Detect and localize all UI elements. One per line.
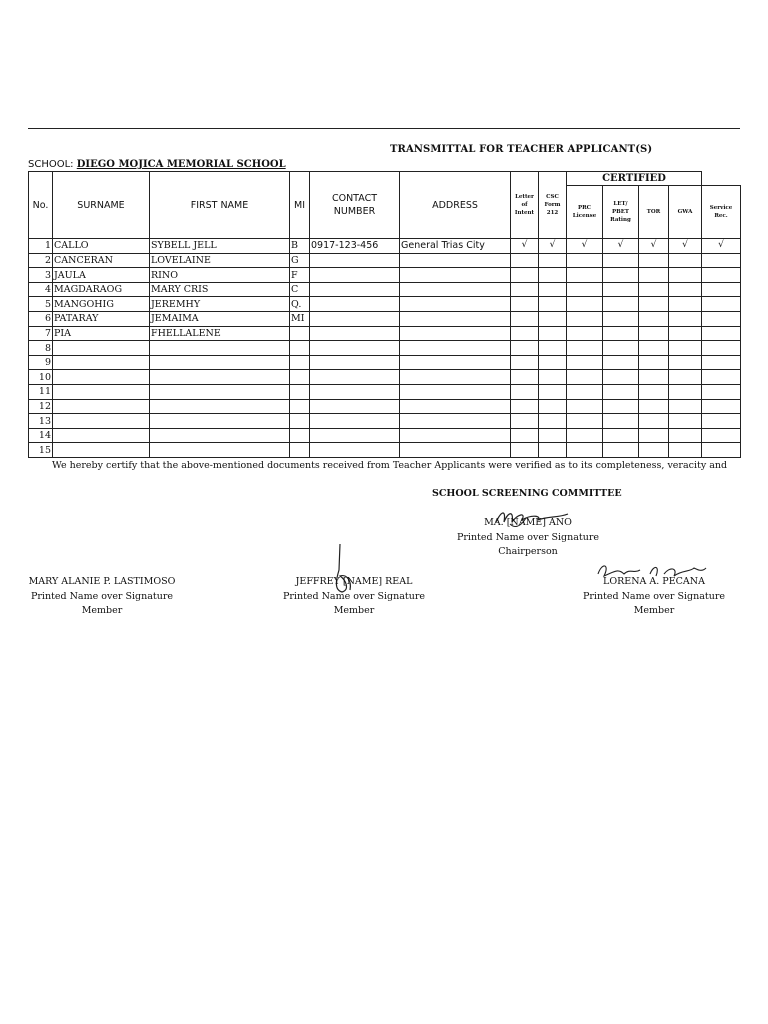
member-3-role: Member [633,605,675,616]
address-cell [400,355,511,370]
surname-cell: JAULA [53,268,150,283]
table-row [29,312,741,327]
check-cell [669,355,702,370]
mi-cell: B [290,239,310,254]
check-cell [702,297,741,312]
check-cell [511,268,539,283]
check-cell [539,443,567,458]
first-name-cell: RINO [150,268,290,283]
check-cell [539,312,567,327]
check-cell [702,355,741,370]
check-cell [669,414,702,429]
member-1-block [14,575,190,619]
check-cell [702,428,741,443]
address-cell [400,385,511,400]
check-cell [702,443,741,458]
check-cell: √ [567,239,603,254]
surname-cell [53,428,150,443]
check-cell [639,268,669,283]
first-name-cell [150,355,290,370]
row-number: 12 [29,399,53,414]
first-name-cell [150,443,290,458]
contact-cell [310,399,400,414]
check-cell: √ [669,239,702,254]
check-cell: √ [603,239,639,254]
check-cell [567,370,603,385]
address-cell [400,268,511,283]
check-cell [603,355,639,370]
first-name-cell: SYBELL JELL [150,239,290,254]
first-name-cell [150,399,290,414]
first-name-cell [150,370,290,385]
header-gwa: GWA [669,186,702,239]
surname-cell: PATARAY [53,312,150,327]
check-cell [669,312,702,327]
mi-cell [290,385,310,400]
check-cell [567,253,603,268]
check-cell [511,370,539,385]
mi-cell: MI [290,312,310,327]
committee-heading: SCHOOL SCREENING COMMITTEE [432,488,622,499]
header-contact: CONTACT NUMBER [310,172,400,239]
check-cell [539,341,567,356]
row-number: 7 [29,326,53,341]
check-cell [567,326,603,341]
address-cell [400,370,511,385]
table-body [29,239,741,458]
check-cell [702,312,741,327]
check-cell [603,312,639,327]
check-cell [603,268,639,283]
check-cell [567,399,603,414]
surname-cell: CALLO [53,239,150,254]
contact-cell [310,385,400,400]
contact-cell [310,341,400,356]
check-cell [539,428,567,443]
row-number: 11 [29,385,53,400]
check-cell [702,326,741,341]
contact-cell [310,297,400,312]
check-cell [639,341,669,356]
surname-cell [53,370,150,385]
check-cell [539,253,567,268]
school-name: DIEGO MOJICA MEMORIAL SCHOOL [76,159,286,170]
mi-cell [290,443,310,458]
address-cell [400,428,511,443]
first-name-cell [150,385,290,400]
table-row [29,385,741,400]
header-address: ADDRESS [400,172,511,239]
check-cell [669,253,702,268]
surname-cell [53,355,150,370]
check-cell [669,326,702,341]
mi-cell [290,370,310,385]
member-1-name: MARY ALANIE P. LASTIMOSO [28,576,176,587]
table-row [29,282,741,297]
member-3-caption: Printed Name over Signature [582,590,726,602]
check-cell [603,326,639,341]
surname-cell: CANCERAN [53,253,150,268]
chairperson-role: Chairperson [498,546,558,557]
header-first-name: FIRST NAME [150,172,290,239]
contact-cell: 0917-123-456 [310,239,400,254]
check-cell [567,268,603,283]
check-cell [639,253,669,268]
row-number: 9 [29,355,53,370]
mi-cell [290,414,310,429]
header-tor: TOR [639,186,669,239]
check-cell: √ [511,239,539,254]
check-cell [567,443,603,458]
check-cell [567,282,603,297]
check-cell [639,355,669,370]
table-row [29,341,741,356]
address-cell [400,326,511,341]
mi-cell [290,341,310,356]
row-number: 13 [29,414,53,429]
table-row [29,443,741,458]
row-number: 2 [29,253,53,268]
check-cell [567,428,603,443]
member-3-name: LORENA A. PECANA [603,576,705,587]
surname-cell: MANGOHIG [53,297,150,312]
check-cell [511,428,539,443]
table-row [29,326,741,341]
member-2-role: Member [333,605,375,616]
check-cell [567,312,603,327]
table-row [29,399,741,414]
check-cell [567,385,603,400]
check-cell [669,297,702,312]
check-cell [567,341,603,356]
contact-cell [310,282,400,297]
check-cell [567,414,603,429]
address-cell [400,297,511,312]
check-cell [669,385,702,400]
check-cell [639,414,669,429]
check-cell [511,326,539,341]
check-cell [702,414,741,429]
chairperson-block [440,516,616,560]
contact-cell [310,312,400,327]
header-surname: SURNAME [53,172,150,239]
member-2-caption: Printed Name over Signature [282,590,426,602]
check-cell [511,414,539,429]
check-cell [603,414,639,429]
mi-cell: Q. [290,297,310,312]
check-cell [639,399,669,414]
row-number: 14 [29,428,53,443]
check-cell [669,443,702,458]
member-2-name: JEFFREY [NAME] REAL [295,576,413,587]
table-row [29,253,741,268]
row-number: 15 [29,443,53,458]
first-name-cell: LOVELAINE [150,253,290,268]
check-cell [511,355,539,370]
address-cell [400,312,511,327]
table-row [29,239,741,254]
check-cell [702,399,741,414]
check-cell [669,370,702,385]
check-cell [511,341,539,356]
surname-cell: PIA [53,326,150,341]
check-cell: √ [702,239,741,254]
row-number: 10 [29,370,53,385]
check-cell [603,428,639,443]
check-cell [539,370,567,385]
check-cell [669,341,702,356]
check-cell [539,355,567,370]
check-cell [639,326,669,341]
applicant-table [28,171,741,458]
first-name-cell [150,428,290,443]
first-name-cell [150,341,290,356]
header-mi: MI [290,172,310,239]
check-cell [639,443,669,458]
check-cell [567,297,603,312]
member-2-block [266,575,442,619]
check-cell [639,385,669,400]
mi-cell [290,326,310,341]
contact-cell [310,428,400,443]
check-cell [702,370,741,385]
check-cell [539,297,567,312]
table-row [29,355,741,370]
first-name-cell: FHELLALENE [150,326,290,341]
table-row [29,414,741,429]
contact-cell [310,326,400,341]
check-cell [603,443,639,458]
check-cell [511,282,539,297]
mi-cell: G [290,253,310,268]
surname-cell [53,399,150,414]
check-cell [603,282,639,297]
contact-cell [310,370,400,385]
check-cell [511,385,539,400]
check-cell [639,428,669,443]
check-cell [603,297,639,312]
certification-text: We hereby certify that the above-mentioned documents received from Teacher Applicants were verified as to its completeness, veracity and [52,460,728,471]
check-cell [603,341,639,356]
contact-cell [310,253,400,268]
check-cell [669,282,702,297]
check-cell [669,428,702,443]
header-prc-license: PRC License [567,186,603,239]
row-number: 1 [29,239,53,254]
first-name-cell: JEMAIMA [150,312,290,327]
member-1-role: Member [81,605,123,616]
check-cell [539,399,567,414]
check-cell [639,312,669,327]
check-cell [511,297,539,312]
check-cell [539,268,567,283]
school-line [28,159,286,170]
check-cell [511,312,539,327]
check-cell [511,253,539,268]
row-number: 6 [29,312,53,327]
check-cell: √ [639,239,669,254]
check-cell: √ [539,239,567,254]
check-cell [702,341,741,356]
mi-cell: F [290,268,310,283]
row-number: 3 [29,268,53,283]
header-csc-form: CSC Form 212 [539,172,567,239]
first-name-cell [150,414,290,429]
school-label: SCHOOL: [28,159,74,170]
check-cell [669,399,702,414]
header-letter-of-intent: Letter of Intent [511,172,539,239]
check-cell [511,399,539,414]
check-cell [702,268,741,283]
check-cell [603,370,639,385]
first-name-cell: JEREMHY [150,297,290,312]
address-cell [400,399,511,414]
address-cell [400,253,511,268]
check-cell [702,282,741,297]
contact-cell [310,355,400,370]
table-row [29,268,741,283]
check-cell [539,414,567,429]
member-3-block [566,575,742,619]
surname-cell [53,414,150,429]
header-blank [702,172,741,186]
row-number: 4 [29,282,53,297]
check-cell [567,355,603,370]
mi-cell [290,399,310,414]
surname-cell [53,385,150,400]
check-cell [603,385,639,400]
contact-cell [310,443,400,458]
check-cell [639,282,669,297]
address-cell [400,282,511,297]
mi-cell [290,355,310,370]
address-cell [400,443,511,458]
check-cell [639,297,669,312]
check-cell [702,253,741,268]
check-cell [511,443,539,458]
check-cell [603,253,639,268]
surname-cell [53,443,150,458]
row-number: 5 [29,297,53,312]
chairperson-name: MA. [NAME] ANO [484,517,572,528]
table-row [29,297,741,312]
contact-cell [310,414,400,429]
check-cell [669,268,702,283]
check-cell [603,399,639,414]
table-row [29,428,741,443]
header-no: No. [29,172,53,239]
address-cell: General Trias City [400,239,511,254]
mi-cell: C [290,282,310,297]
header-certified: CERTIFIED [567,172,702,186]
member-1-caption: Printed Name over Signature [30,590,174,602]
form-title: TRANSMITTAL FOR TEACHER APPLICANT(S) [390,144,653,155]
check-cell [639,370,669,385]
surname-cell: MAGDARAOG [53,282,150,297]
chairperson-caption: Printed Name over Signature [456,531,600,543]
address-cell [400,414,511,429]
check-cell [539,385,567,400]
check-cell [702,385,741,400]
contact-cell [310,268,400,283]
check-cell [539,326,567,341]
row-number: 8 [29,341,53,356]
header-let-rating: LET/ PBET Rating [603,186,639,239]
top-rule [28,128,740,129]
check-cell [539,282,567,297]
mi-cell [290,428,310,443]
header-service-record: Service Rec. [702,186,741,239]
address-cell [400,341,511,356]
table-row [29,370,741,385]
surname-cell [53,341,150,356]
first-name-cell: MARY CRIS [150,282,290,297]
